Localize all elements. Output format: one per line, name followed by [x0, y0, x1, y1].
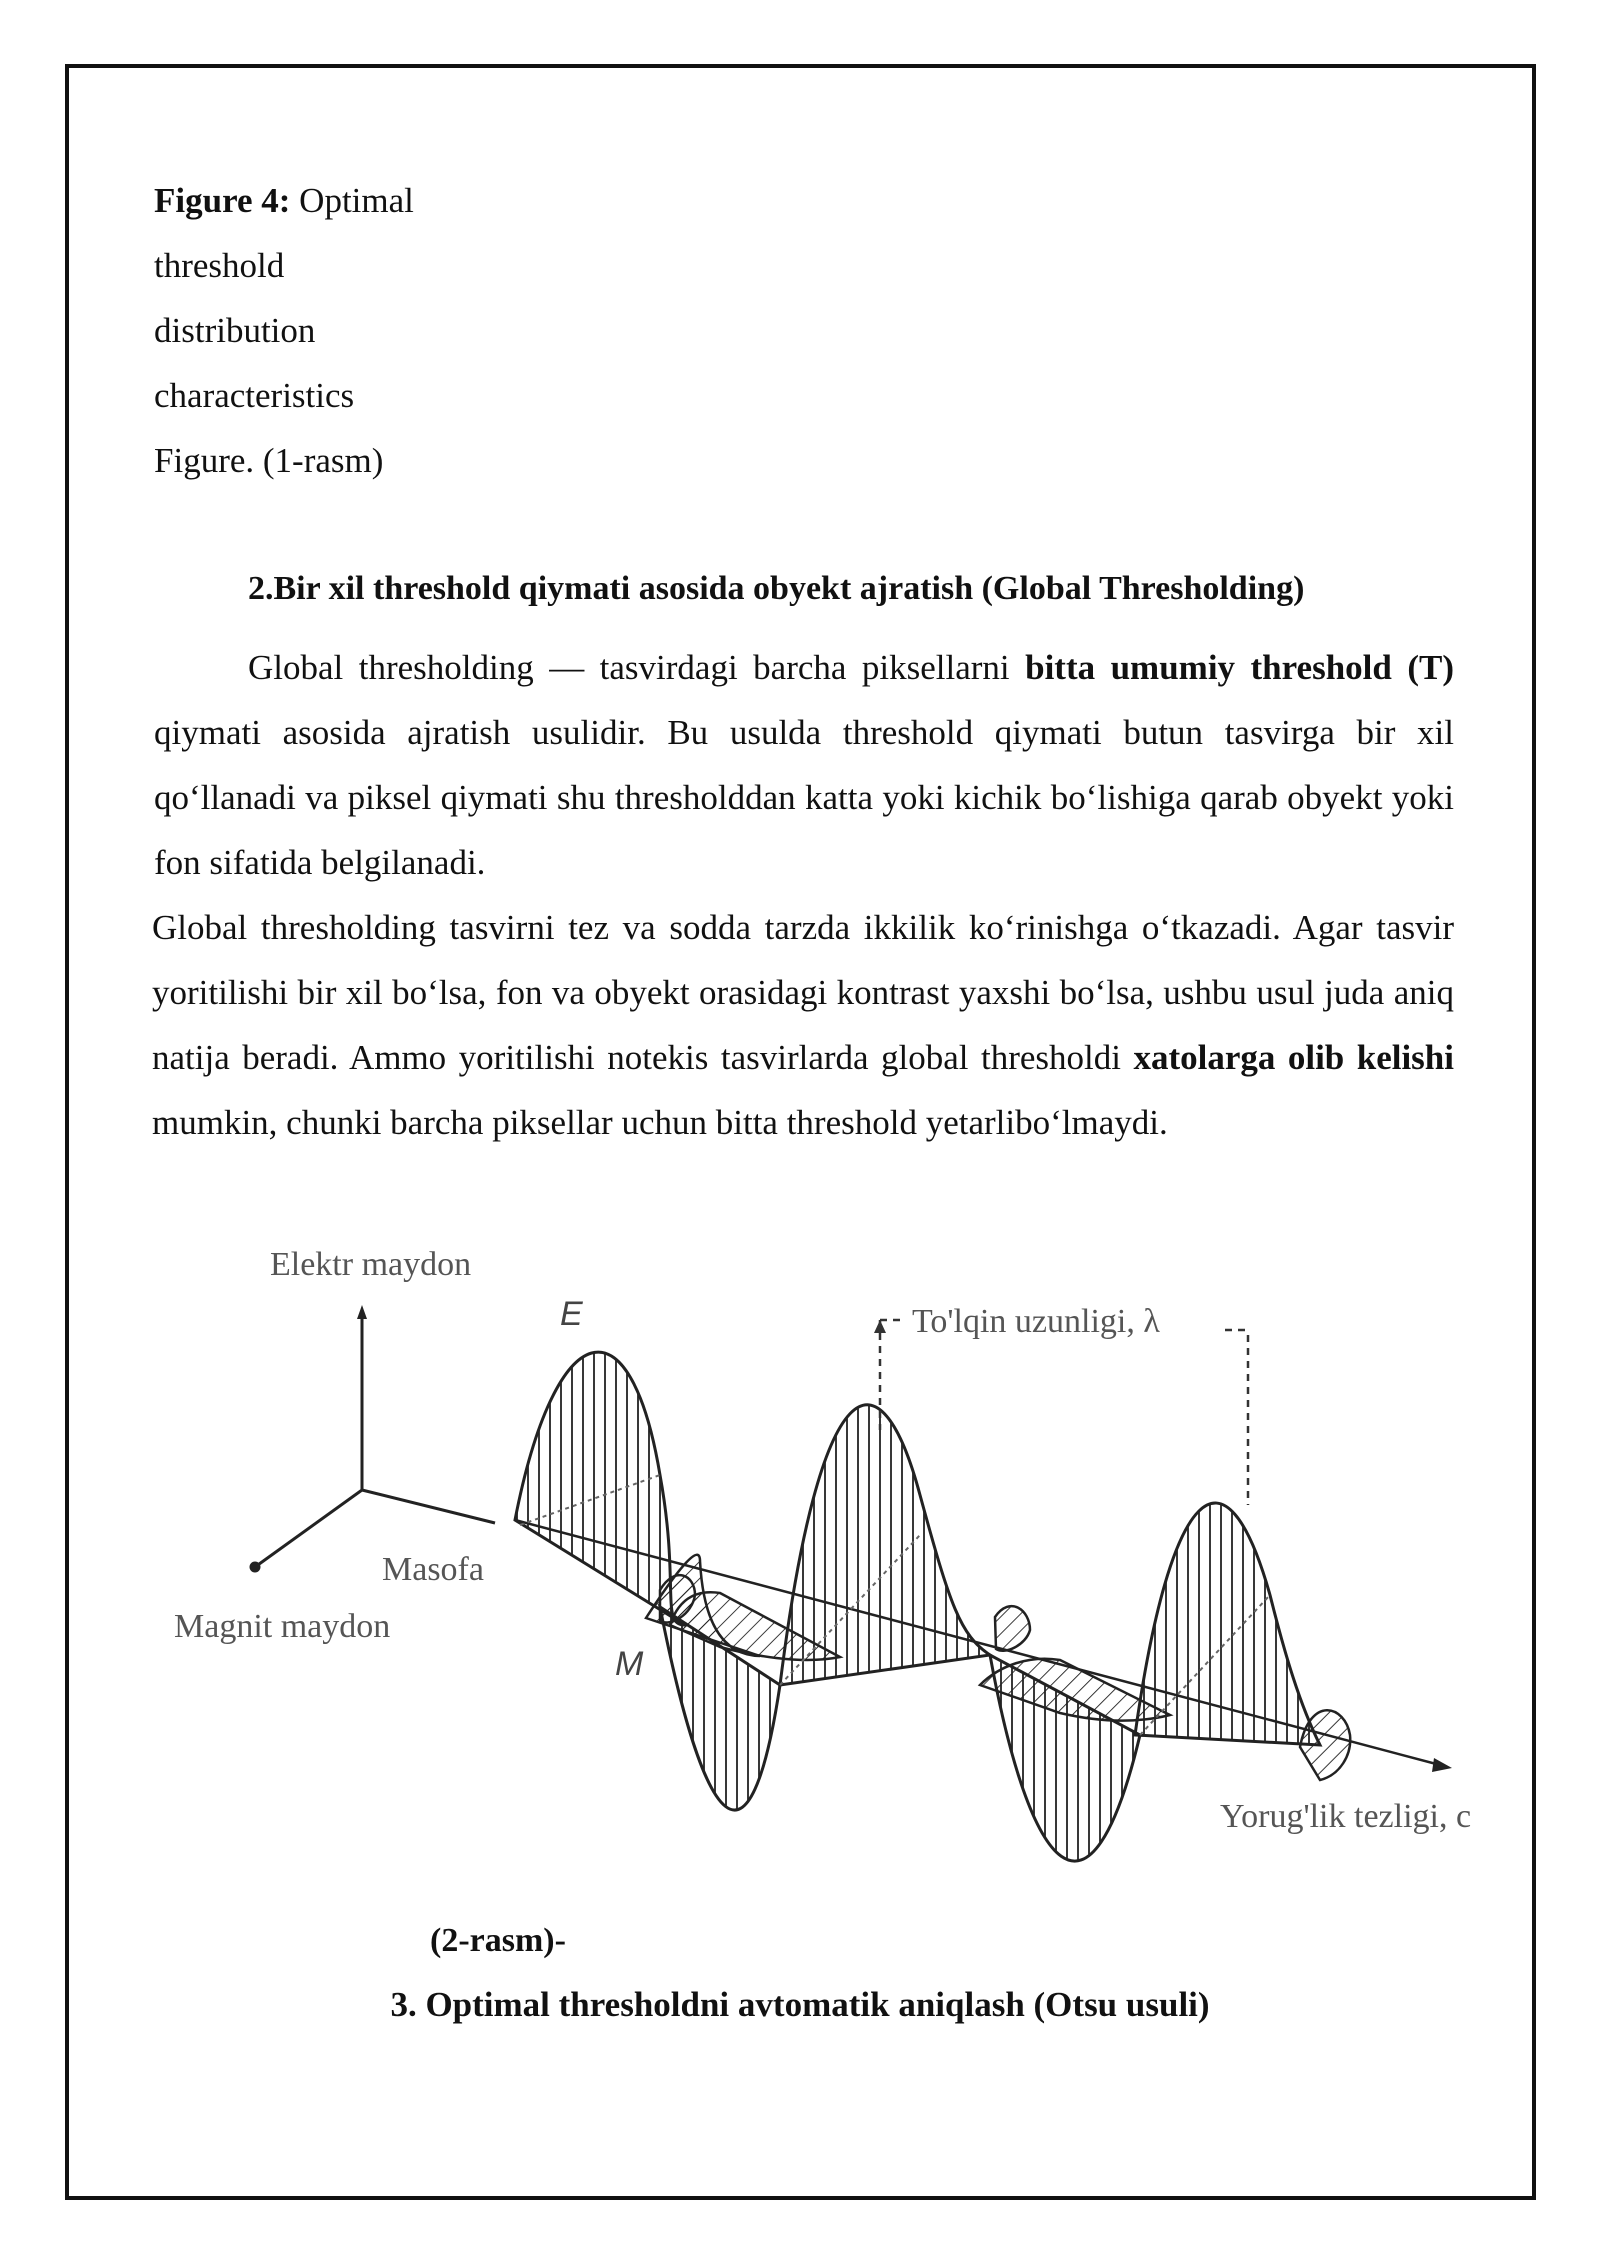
electric-lobe-3	[780, 1405, 990, 1685]
figure2-caption: (2-rasm)-	[430, 1922, 566, 1959]
distance-axis-label: Masofa	[382, 1551, 484, 1588]
p1-text-b: qiymati asosida ajratish usulidir. Bu usulda threshold qiymati butun tasvirga bir xil qo‘llanadi va piksel qiymati shu thresholddan katta yoki kichik bo‘lishiga qarab obyekt yoki fon sifatida belgilanadi.	[154, 713, 1454, 882]
figure4-line2: threshold	[154, 246, 285, 285]
electric-lobe-1	[515, 1352, 685, 1625]
wavelength-arrow-left	[874, 1320, 886, 1333]
figure4-title: Optimal	[290, 181, 414, 220]
e-field-label: E	[560, 1295, 583, 1333]
em-wave-diagram	[160, 1235, 1500, 1895]
section2-heading: 2.Bir xil threshold qiymati asosida obyekt ajratish (Global Thresholding)	[248, 570, 1305, 607]
p1-bold: bitta umumiy threshold (T)	[1025, 648, 1454, 687]
wavelength-label: To'lqin uzunligi, λ	[912, 1303, 1160, 1340]
figure4-caption	[154, 168, 414, 493]
electric-lobe-5	[1135, 1503, 1320, 1745]
propagation-arrow	[1432, 1758, 1452, 1772]
wavelength-markers	[880, 1320, 1248, 1505]
axes-triad	[251, 1305, 495, 1571]
figure4-line4: characteristics	[154, 376, 355, 415]
magnetic-lobe-mid	[995, 1606, 1030, 1651]
electric-axis-label: Elektr maydon	[270, 1246, 472, 1283]
m-field-label: M	[615, 1645, 644, 1683]
p1-text-a: Global thresholding — tasvirdagi barcha piksellarni	[248, 648, 1026, 687]
p2-text-b: mumkin, chunki barcha piksellar uchun bitta threshold yetarlibo‘lmaydi.	[152, 1103, 1168, 1142]
p2-bold: xatolarga olib kelishi	[1133, 1038, 1454, 1077]
section2-paragraph2	[152, 895, 1454, 1155]
light-speed-label: Yorug'lik tezligi, c	[1220, 1798, 1472, 1835]
p2-text-a: Global thresholding tasvirni tez va sodda tarzda ikkilik ko‘rinishga o‘tkazadi. Agar tasvir yoritilishi bir xil bo‘lsa, fon va obyekt orasidagi kontrast yaxshi bo‘lsa, ushbu usul juda aniq natija beradi. Ammo yoritilishi notekis tasvirlarda global thresholdi	[152, 908, 1454, 1077]
figure4-label: Figure 4:	[154, 181, 291, 220]
figure4-line5: Figure. (1-rasm)	[154, 441, 384, 480]
magnetic-axis-label: Magnit maydon	[174, 1608, 391, 1645]
section3-heading: 3. Optimal thresholdni avtomatik aniqlash (Otsu usuli)	[390, 1985, 1210, 2024]
section2-paragraph1	[154, 635, 1454, 895]
figure4-line3: distribution	[154, 311, 316, 350]
